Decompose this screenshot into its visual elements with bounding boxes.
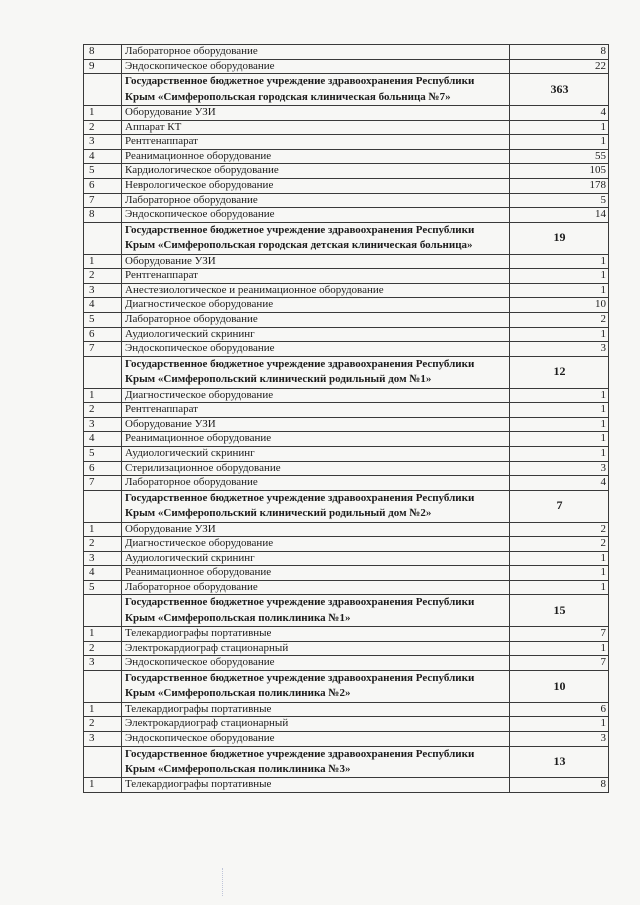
row-number: 5 bbox=[84, 164, 122, 179]
equipment-row bbox=[84, 656, 609, 671]
equipment-name: Эндоскопическое оборудование bbox=[122, 208, 510, 223]
equipment-name: Аудиологический скрининг bbox=[122, 446, 510, 461]
equipment-name: Лабораторное оборудование bbox=[122, 312, 510, 327]
equipment-row bbox=[84, 208, 609, 223]
equipment-row bbox=[84, 778, 609, 793]
equipment-name: Телекардиографы портативные bbox=[122, 778, 510, 793]
equipment-name: Реанимационное оборудование bbox=[122, 566, 510, 581]
equipment-quantity: 6 bbox=[510, 702, 609, 717]
row-number: 7 bbox=[84, 476, 122, 491]
row-number: 3 bbox=[84, 656, 122, 671]
equipment-row bbox=[84, 106, 609, 121]
equipment-table-body bbox=[84, 45, 609, 793]
institution-total: 363 bbox=[510, 74, 609, 106]
equipment-quantity: 8 bbox=[510, 778, 609, 793]
equipment-row bbox=[84, 59, 609, 74]
institution-name: Государственное бюджетное учреждение здравоохранения Республики Крым «Симферопольская городская детская клиническая больница» bbox=[122, 222, 510, 254]
equipment-row bbox=[84, 254, 609, 269]
equipment-row bbox=[84, 580, 609, 595]
equipment-quantity: 7 bbox=[510, 656, 609, 671]
equipment-name: Электрокардиограф стационарный bbox=[122, 717, 510, 732]
institution-row bbox=[84, 671, 609, 703]
equipment-row bbox=[84, 702, 609, 717]
row-number: 2 bbox=[84, 269, 122, 284]
equipment-row bbox=[84, 164, 609, 179]
equipment-quantity: 10 bbox=[510, 298, 609, 313]
equipment-row bbox=[84, 717, 609, 732]
row-number: 5 bbox=[84, 446, 122, 461]
equipment-row bbox=[84, 342, 609, 357]
row-number: 1 bbox=[84, 254, 122, 269]
equipment-quantity: 1 bbox=[510, 580, 609, 595]
row-number: 7 bbox=[84, 342, 122, 357]
row-number: 1 bbox=[84, 388, 122, 403]
equipment-name: Кардиологическое оборудование bbox=[122, 164, 510, 179]
row-number bbox=[84, 595, 122, 627]
equipment-quantity: 8 bbox=[510, 45, 609, 60]
institution-row bbox=[84, 222, 609, 254]
row-number bbox=[84, 671, 122, 703]
institution-total: 13 bbox=[510, 746, 609, 778]
ink-mark bbox=[222, 868, 237, 896]
equipment-quantity: 105 bbox=[510, 164, 609, 179]
equipment-name: Аппарат КТ bbox=[122, 120, 510, 135]
institution-name: Государственное бюджетное учреждение здравоохранения Республики Крым «Симферопольская поликлиника №3» bbox=[122, 746, 510, 778]
equipment-quantity: 55 bbox=[510, 149, 609, 164]
equipment-quantity: 2 bbox=[510, 312, 609, 327]
row-number: 1 bbox=[84, 702, 122, 717]
equipment-quantity: 14 bbox=[510, 208, 609, 223]
row-number: 1 bbox=[84, 778, 122, 793]
institution-name: Государственное бюджетное учреждение здравоохранения Республики Крым «Симферопольский клинический родильный дом №1» bbox=[122, 356, 510, 388]
equipment-name: Стерилизационное оборудование bbox=[122, 461, 510, 476]
row-number bbox=[84, 74, 122, 106]
equipment-quantity: 1 bbox=[510, 403, 609, 418]
equipment-name: Рентгенаппарат bbox=[122, 269, 510, 284]
row-number: 4 bbox=[84, 149, 122, 164]
equipment-name: Рентгенаппарат bbox=[122, 135, 510, 150]
equipment-quantity: 1 bbox=[510, 327, 609, 342]
equipment-table bbox=[83, 44, 609, 793]
equipment-row bbox=[84, 178, 609, 193]
row-number bbox=[84, 222, 122, 254]
equipment-name: Электрокардиограф стационарный bbox=[122, 641, 510, 656]
equipment-quantity: 3 bbox=[510, 461, 609, 476]
equipment-quantity: 1 bbox=[510, 551, 609, 566]
row-number: 2 bbox=[84, 403, 122, 418]
equipment-name: Диагностическое оборудование bbox=[122, 537, 510, 552]
institution-total: 15 bbox=[510, 595, 609, 627]
equipment-quantity: 1 bbox=[510, 254, 609, 269]
institution-row bbox=[84, 74, 609, 106]
institution-name: Государственное бюджетное учреждение здравоохранения Республики Крым «Симферопольская городская клиническая больница №7» bbox=[122, 74, 510, 106]
equipment-quantity: 2 bbox=[510, 522, 609, 537]
equipment-name: Эндоскопическое оборудование bbox=[122, 342, 510, 357]
equipment-quantity: 1 bbox=[510, 717, 609, 732]
institution-name: Государственное бюджетное учреждение здравоохранения Республики Крым «Симферопольский клинический родильный дом №2» bbox=[122, 490, 510, 522]
equipment-name: Оборудование УЗИ bbox=[122, 522, 510, 537]
equipment-quantity: 1 bbox=[510, 432, 609, 447]
equipment-row bbox=[84, 149, 609, 164]
equipment-name: Диагностическое оборудование bbox=[122, 388, 510, 403]
equipment-quantity: 1 bbox=[510, 417, 609, 432]
equipment-name: Анестезиологическое и реанимационное оборудование bbox=[122, 283, 510, 298]
row-number: 8 bbox=[84, 45, 122, 60]
equipment-name: Аудиологический скрининг bbox=[122, 551, 510, 566]
equipment-name: Оборудование УЗИ bbox=[122, 106, 510, 121]
equipment-name: Рентгенаппарат bbox=[122, 403, 510, 418]
row-number: 5 bbox=[84, 580, 122, 595]
row-number: 1 bbox=[84, 627, 122, 642]
equipment-row bbox=[84, 388, 609, 403]
institution-name: Государственное бюджетное учреждение здравоохранения Республики Крым «Симферопольская поликлиника №2» bbox=[122, 671, 510, 703]
equipment-name: Лабораторное оборудование bbox=[122, 580, 510, 595]
equipment-row bbox=[84, 461, 609, 476]
equipment-name: Неврологическое оборудование bbox=[122, 178, 510, 193]
institution-row bbox=[84, 356, 609, 388]
equipment-row bbox=[84, 432, 609, 447]
equipment-name: Телекардиографы портативные bbox=[122, 702, 510, 717]
row-number: 4 bbox=[84, 566, 122, 581]
equipment-row bbox=[84, 193, 609, 208]
institution-total: 7 bbox=[510, 490, 609, 522]
row-number bbox=[84, 356, 122, 388]
institution-row bbox=[84, 746, 609, 778]
row-number: 6 bbox=[84, 461, 122, 476]
equipment-row bbox=[84, 135, 609, 150]
equipment-row bbox=[84, 537, 609, 552]
row-number bbox=[84, 490, 122, 522]
equipment-name: Лабораторное оборудование bbox=[122, 476, 510, 491]
equipment-row bbox=[84, 446, 609, 461]
institution-total: 12 bbox=[510, 356, 609, 388]
equipment-quantity: 3 bbox=[510, 342, 609, 357]
row-number: 3 bbox=[84, 732, 122, 747]
equipment-quantity: 1 bbox=[510, 446, 609, 461]
row-number: 1 bbox=[84, 522, 122, 537]
equipment-row bbox=[84, 120, 609, 135]
equipment-row bbox=[84, 641, 609, 656]
row-number: 9 bbox=[84, 59, 122, 74]
equipment-quantity: 1 bbox=[510, 135, 609, 150]
equipment-name: Эндоскопическое оборудование bbox=[122, 732, 510, 747]
equipment-row bbox=[84, 283, 609, 298]
equipment-name: Аудиологический скрининг bbox=[122, 327, 510, 342]
row-number: 3 bbox=[84, 551, 122, 566]
row-number: 8 bbox=[84, 208, 122, 223]
row-number: 3 bbox=[84, 135, 122, 150]
row-number: 2 bbox=[84, 717, 122, 732]
equipment-row bbox=[84, 551, 609, 566]
equipment-quantity: 1 bbox=[510, 120, 609, 135]
equipment-quantity: 5 bbox=[510, 193, 609, 208]
row-number: 2 bbox=[84, 641, 122, 656]
row-number: 3 bbox=[84, 417, 122, 432]
equipment-quantity: 1 bbox=[510, 566, 609, 581]
row-number: 5 bbox=[84, 312, 122, 327]
row-number: 4 bbox=[84, 298, 122, 313]
equipment-quantity: 3 bbox=[510, 732, 609, 747]
institution-total: 10 bbox=[510, 671, 609, 703]
equipment-name: Оборудование УЗИ bbox=[122, 254, 510, 269]
row-number: 6 bbox=[84, 178, 122, 193]
equipment-name: Эндоскопическое оборудование bbox=[122, 59, 510, 74]
row-number: 7 bbox=[84, 193, 122, 208]
institution-name: Государственное бюджетное учреждение здравоохранения Республики Крым «Симферопольская поликлиника №1» bbox=[122, 595, 510, 627]
equipment-row bbox=[84, 627, 609, 642]
institution-total: 19 bbox=[510, 222, 609, 254]
equipment-quantity: 1 bbox=[510, 283, 609, 298]
equipment-quantity: 178 bbox=[510, 178, 609, 193]
equipment-name: Диагностическое оборудование bbox=[122, 298, 510, 313]
equipment-row bbox=[84, 403, 609, 418]
row-number: 2 bbox=[84, 120, 122, 135]
equipment-quantity: 4 bbox=[510, 106, 609, 121]
equipment-name: Реанимационное оборудование bbox=[122, 432, 510, 447]
equipment-row bbox=[84, 269, 609, 284]
equipment-quantity: 2 bbox=[510, 537, 609, 552]
equipment-row bbox=[84, 417, 609, 432]
equipment-quantity: 1 bbox=[510, 388, 609, 403]
equipment-quantity: 1 bbox=[510, 641, 609, 656]
row-number: 4 bbox=[84, 432, 122, 447]
equipment-name: Реанимационное оборудование bbox=[122, 149, 510, 164]
equipment-row bbox=[84, 312, 609, 327]
equipment-quantity: 4 bbox=[510, 476, 609, 491]
equipment-row bbox=[84, 327, 609, 342]
equipment-name: Оборудование УЗИ bbox=[122, 417, 510, 432]
row-number: 3 bbox=[84, 283, 122, 298]
institution-row bbox=[84, 490, 609, 522]
equipment-name: Телекардиографы портативные bbox=[122, 627, 510, 642]
equipment-row bbox=[84, 298, 609, 313]
equipment-row bbox=[84, 476, 609, 491]
row-number: 1 bbox=[84, 106, 122, 121]
equipment-table-sheet bbox=[83, 44, 608, 793]
equipment-row bbox=[84, 566, 609, 581]
institution-row bbox=[84, 595, 609, 627]
equipment-name: Лабораторное оборудование bbox=[122, 45, 510, 60]
row-number bbox=[84, 746, 122, 778]
equipment-quantity: 22 bbox=[510, 59, 609, 74]
row-number: 2 bbox=[84, 537, 122, 552]
equipment-row bbox=[84, 732, 609, 747]
equipment-quantity: 1 bbox=[510, 269, 609, 284]
equipment-row bbox=[84, 522, 609, 537]
equipment-quantity: 7 bbox=[510, 627, 609, 642]
equipment-name: Лабораторное оборудование bbox=[122, 193, 510, 208]
row-number: 6 bbox=[84, 327, 122, 342]
equipment-row bbox=[84, 45, 609, 60]
equipment-name: Эндоскопическое оборудование bbox=[122, 656, 510, 671]
